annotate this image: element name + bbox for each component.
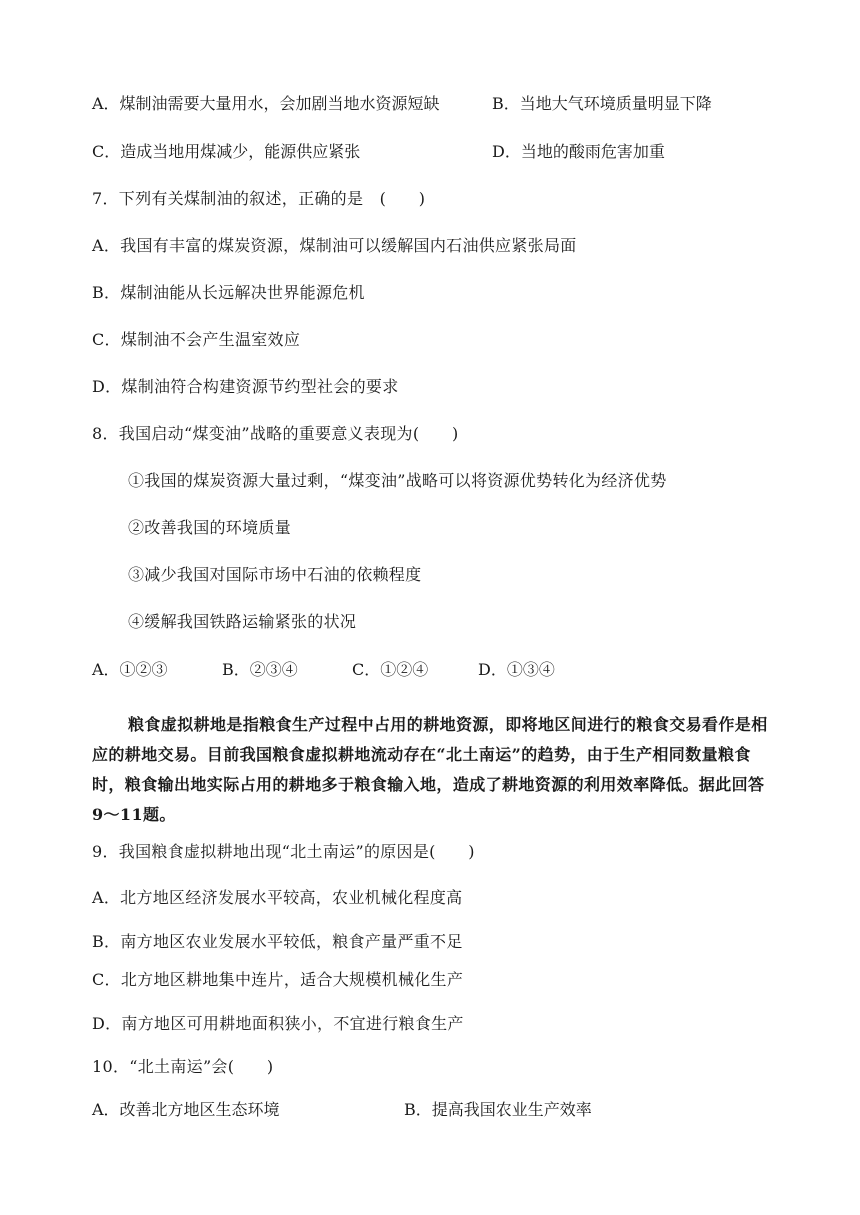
q9-option-c: C．北方地区耕地集中连片，适合大规模机械化生产: [92, 970, 464, 989]
q7-option-a: A．我国有丰富的煤炭资源，煤制油可以缓解国内石油供应紧张局面: [92, 236, 577, 255]
q6-options-row-2: [92, 142, 792, 162]
q10-option-a: A．改善北方地区生态环境: [92, 1100, 280, 1119]
q8-option-b: B．②③④: [222, 660, 298, 679]
q6-option-d: D．当地的酸雨危害加重: [492, 142, 665, 161]
q8-stem: 8．我国启动“煤变油”战略的重要意义表现为( ): [92, 424, 459, 443]
q9-option-d: D．南方地区可用耕地面积狭小，不宜进行粮食生产: [92, 1014, 464, 1033]
q10-stem: 10．“北土南运”会( ): [92, 1057, 274, 1076]
q8-options-row: [92, 660, 792, 680]
q6-option-b: B．当地大气环境质量明显下降: [492, 94, 712, 113]
q9-option-a: A．北方地区经济发展水平较高，农业机械化程度高: [92, 888, 463, 907]
q7-stem: 7．下列有关煤制油的叙述，正确的是 ( ): [92, 189, 426, 208]
q10-options-row: [92, 1100, 792, 1120]
q9-stem: 9．我国粮食虚拟耕地出现“北土南运”的原因是( ): [92, 842, 475, 861]
q6-options-row-1: [92, 94, 792, 114]
q8-item-2: ②改善我国的环境质量: [128, 518, 292, 537]
q8-item-4: ④缓解我国铁路运输紧张的状况: [128, 612, 357, 631]
q8-option-d: D．①③④: [478, 660, 555, 679]
reading-passage: 粮食虚拟耕地是指粮食生产过程中占用的耕地资源，即将地区间进行的粮食交易看作是相应的耕地交易。目前我国粮食虚拟耕地流动存在“北土南运”的趋势，由于生产相同数量粮食时，粮食输出地实际占用的耕地多于粮食输入地，造成了耕地资源的利用效率降低。据此回答9～11题。: [92, 715, 768, 824]
q10-option-b: B．提高我国农业生产效率: [404, 1100, 592, 1119]
q6-option-a: A．煤制油需要大量用水，会加剧当地水资源短缺: [92, 94, 440, 113]
q8-option-c: C．①②④: [352, 660, 429, 679]
q9-option-b: B．南方地区农业发展水平较低，粮食产量严重不足: [92, 932, 463, 951]
q8-option-a: A．①②③: [92, 660, 168, 679]
q7-option-c: C．煤制油不会产生温室效应: [92, 330, 301, 349]
q7-option-d: D．煤制油符合构建资源节约型社会的要求: [92, 377, 399, 396]
q7-option-b: B．煤制油能从长远解决世界能源危机: [92, 283, 365, 302]
q6-option-c: C．造成当地用煤减少，能源供应紧张: [92, 142, 361, 161]
q8-item-1: ①我国的煤炭资源大量过剩，“煤变油”战略可以将资源优势转化为经济优势: [128, 471, 667, 490]
q8-item-3: ③减少我国对国际市场中石油的依赖程度: [128, 565, 422, 584]
